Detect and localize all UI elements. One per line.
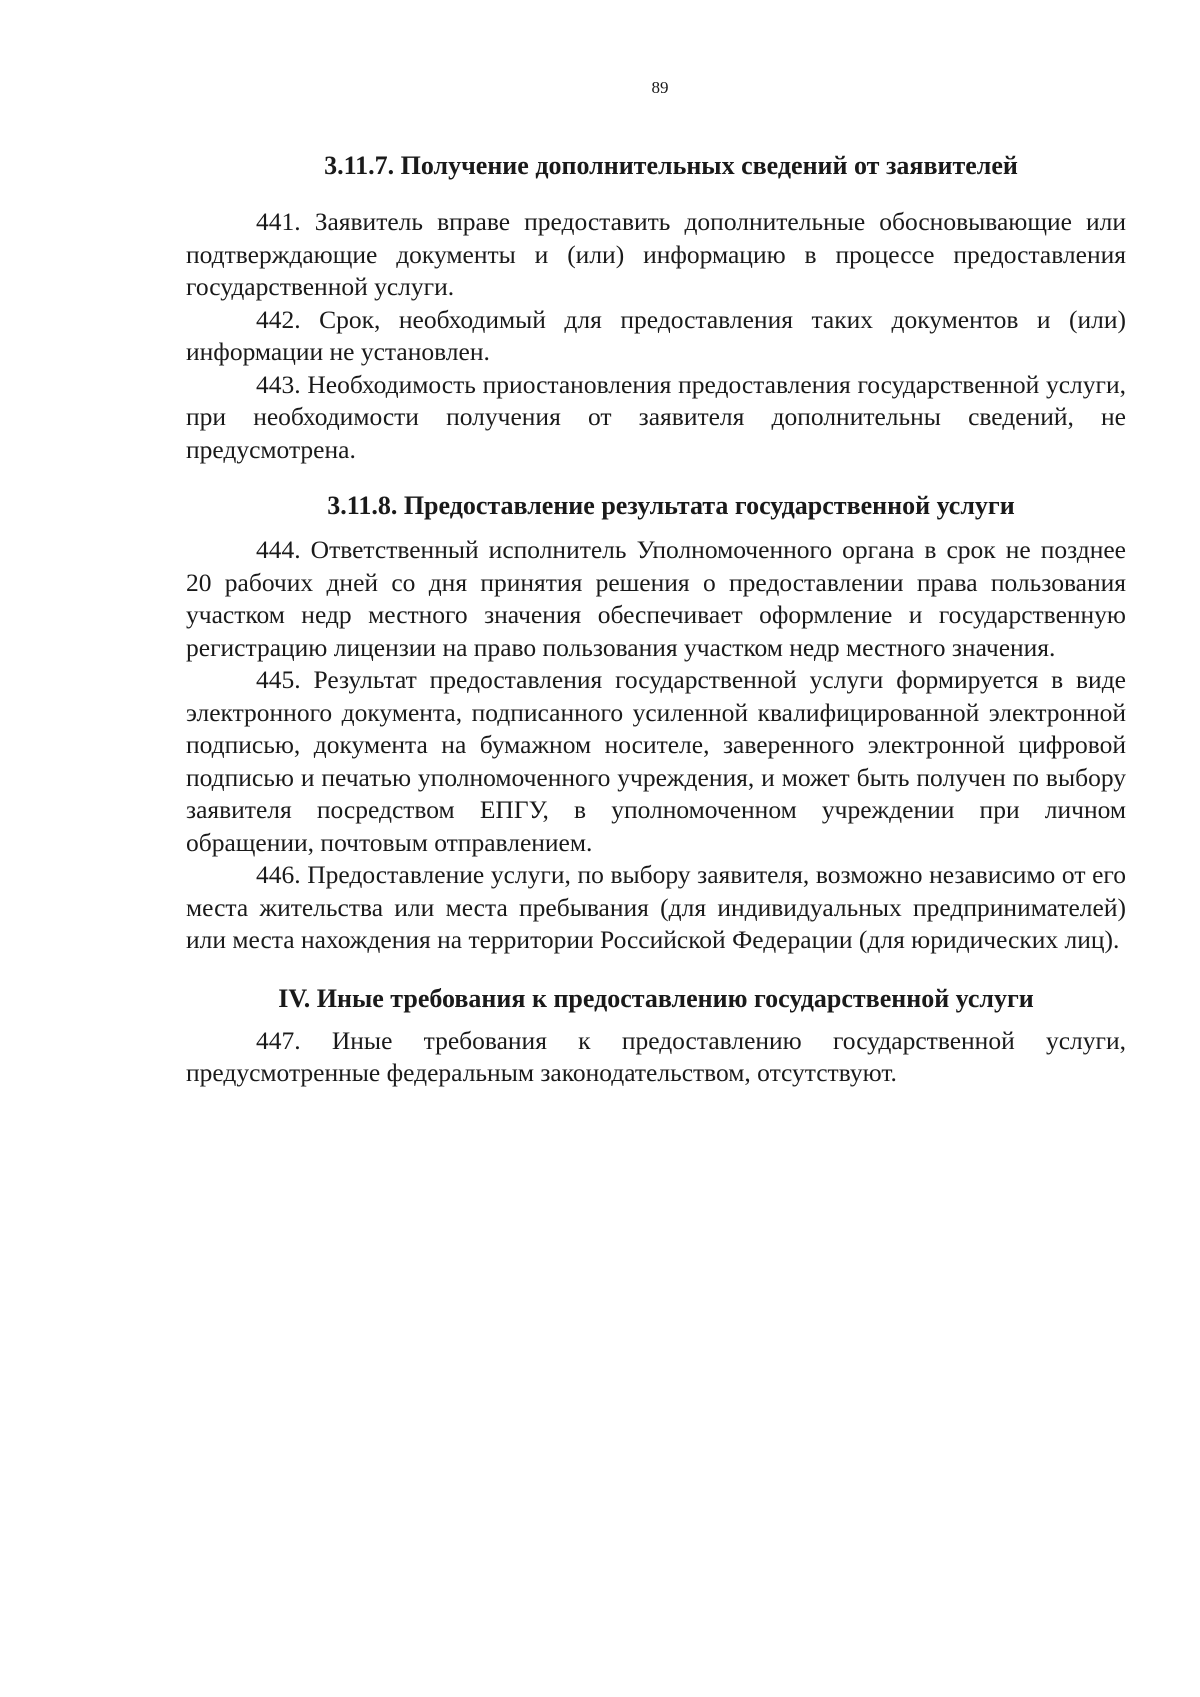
page-number: 89 bbox=[651, 78, 669, 97]
paragraph-441: 441. Заявитель вправе предоставить дополнительные обосновывающие или подтверждающие документы и (или) информацию в процессе предоставления государственной услуги. bbox=[186, 207, 1126, 301]
section-heading-3-11-8: 3.11.8. Предоставление результата государственной услуги bbox=[327, 491, 1015, 520]
paragraph-447: 447. Иные требования к предоставлению государственной услуги, предусмотренные федеральным законодательством, отсутствуют. bbox=[186, 1025, 1126, 1087]
document-body bbox=[186, 146, 1126, 1090]
section-heading-3-11-7: 3.11.7. Получение дополнительных сведений от заявителей bbox=[324, 151, 1018, 180]
paragraph-445: 445. Результат предоставления государственной услуги формируется в виде электронного документа, подписанного усиленной квалифицированной электронной подписью, документа на бумажном носителе, заверенного электронной цифровой подписью и печатью уполномоченного учреждения, и может быть получен по выбору заявителя посредством ЕПГУ, в уполномоченном учреждении при личном обращении, почтовым отправлением. bbox=[186, 665, 1126, 857]
paragraph-443: 443. Необходимость приостановления предоставления государственной услуги, при необходимости получения от заявителя дополнительны сведений, не предусмотрена. bbox=[186, 369, 1126, 464]
paragraph-442: 442. Срок, необходимый для предоставления таких документов и (или) информации не установлен. bbox=[186, 304, 1126, 366]
section-heading-iv: IV. Иные требования к предоставлению государственной услуги bbox=[278, 983, 1034, 1013]
paragraph-444: 444. Ответственный исполнитель Уполномоченного органа в срок не позднее 20 рабочих дней со дня принятия решения о предоставлении права пользования участком недр местного значения обеспечивает оформление и государственную регистрацию лицензии на право пользования участком недр местного значения. bbox=[186, 535, 1126, 662]
paragraph-446: 446. Предоставление услуги, по выбору заявителя, возможно независимо от его места жительства или места пребывания (для индивидуальных предпринимателей) или места нахождения на территории Российской Федерации (для юридических лиц). bbox=[186, 860, 1126, 954]
